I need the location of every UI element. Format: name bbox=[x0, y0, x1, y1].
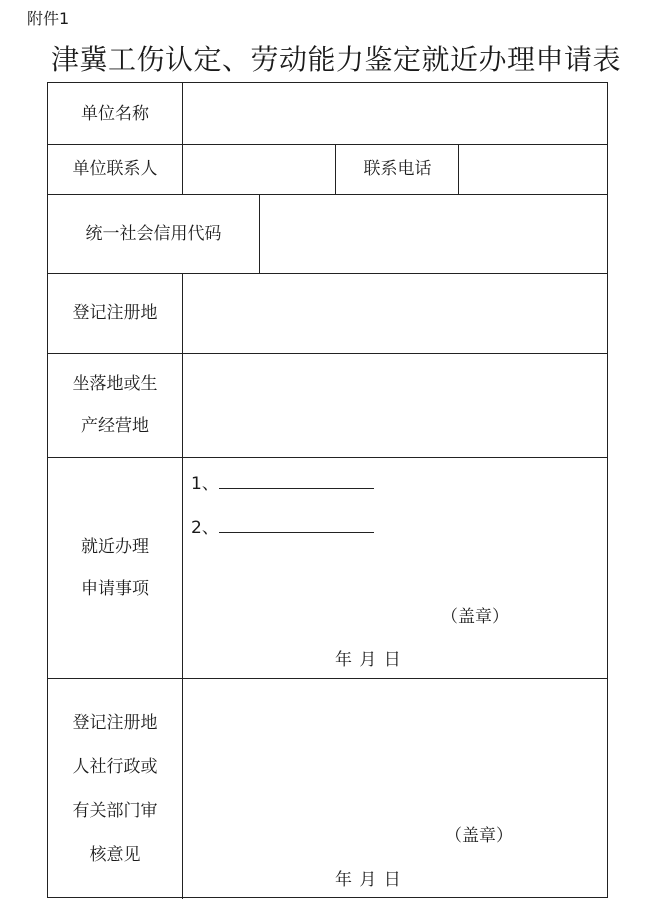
column-divider bbox=[182, 273, 183, 899]
location-field[interactable] bbox=[184, 355, 604, 456]
phone-label: 联系电话 bbox=[363, 159, 432, 179]
application-item-2[interactable] bbox=[191, 513, 374, 538]
seal-note-applicant: （盖章） bbox=[441, 607, 509, 627]
application-form-table bbox=[47, 82, 608, 898]
review-label-line-4: 核意见 bbox=[89, 844, 141, 865]
unit-name-label: 单位名称 bbox=[81, 103, 149, 124]
item-1-blank[interactable] bbox=[219, 470, 374, 489]
seal-note-review: （盖章） bbox=[445, 826, 513, 846]
credit-code-field[interactable] bbox=[261, 196, 604, 272]
location-label-line-1: 坐落地或生 bbox=[72, 374, 158, 394]
credit-code-label: 统一社会信用代码 bbox=[85, 223, 222, 244]
item-2-blank[interactable] bbox=[219, 514, 374, 533]
contact-person-label: 单位联系人 bbox=[72, 159, 158, 179]
column-divider bbox=[259, 194, 260, 273]
unit-name-field[interactable] bbox=[184, 85, 604, 143]
location-label bbox=[48, 353, 182, 457]
location-label-line-2: 产经营地 bbox=[81, 416, 149, 436]
application-item-1[interactable] bbox=[191, 469, 374, 494]
page-title: 津冀工伤认定、劳动能力鉴定就近办理申请表 bbox=[50, 43, 621, 76]
column-divider bbox=[182, 83, 183, 194]
item-2-number: 2、 bbox=[191, 518, 219, 538]
item-1-number: 1、 bbox=[191, 474, 219, 494]
column-divider bbox=[335, 144, 336, 194]
phone-field[interactable] bbox=[460, 146, 604, 193]
date-review: 年 月 日 bbox=[335, 870, 402, 890]
review-label-line-2: 人社行政或 bbox=[72, 756, 158, 777]
attachment-label: 附件1 bbox=[27, 9, 70, 28]
column-divider bbox=[458, 144, 459, 194]
application-items-label-line-2: 申请事项 bbox=[81, 578, 149, 599]
application-items-label bbox=[48, 457, 182, 678]
application-items-label-line-1: 就近办理 bbox=[81, 536, 149, 557]
review-label-line-1: 登记注册地 bbox=[72, 712, 158, 733]
date-applicant: 年 月 日 bbox=[335, 650, 402, 670]
contact-person-field[interactable] bbox=[184, 146, 334, 193]
registered-place-field[interactable] bbox=[184, 275, 604, 352]
review-label-line-3: 有关部门审 bbox=[72, 800, 158, 821]
registered-place-label: 登记注册地 bbox=[72, 303, 158, 323]
review-opinion-label bbox=[48, 678, 182, 899]
